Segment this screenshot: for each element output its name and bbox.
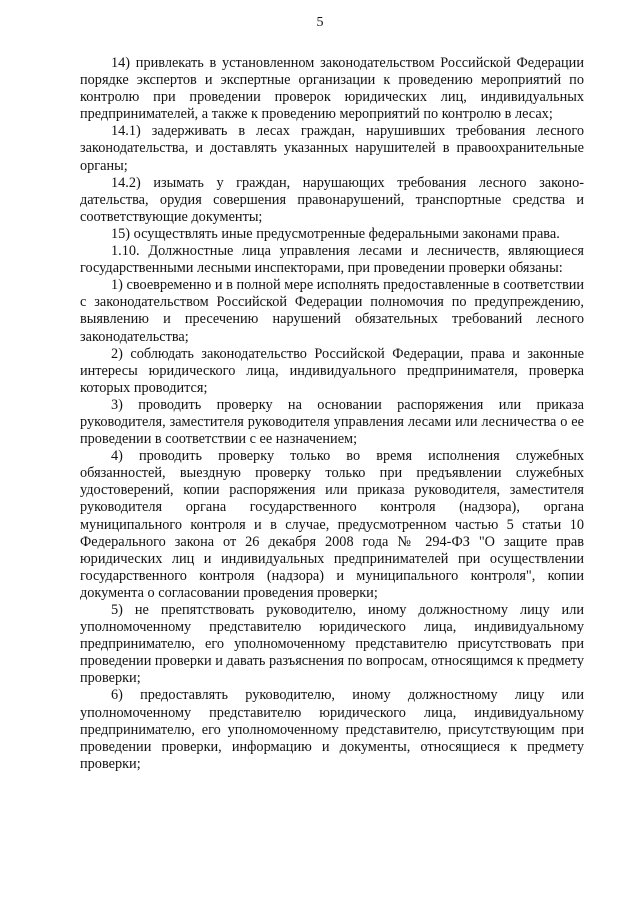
duty-6: 6) предоставлять руководителю, иному должностному лицу или уполномоченному представителю юридического лица, индивидуальному предпринимателю, его уполномоченному представителю, присутствующим при проведении проверки, информацию и документы, относящиеся к предмету проверки; <box>80 687 584 772</box>
paragraph-14-1: 14.1) задерживать в лесах граждан, нарушивших требования лесного законодательства, и доставлять указанных нарушителей в правоохранительные органы; <box>80 123 584 174</box>
paragraph-15: 15) осуществлять иные предусмотренные федеральными законами права. <box>111 225 560 242</box>
document-body <box>80 55 584 773</box>
duty-2: 2) соблюдать законодательство Российской Федерации, права и законные интересы юридического лица, индивидуального предпринимателя, проверка которых проводится; <box>80 345 584 396</box>
duty-1: 1) своевременно и в полной мере исполнять предоставленные в соответствии с законодательством Российской Федерации полномочия по предупреждению, выявлению и пресечению нарушений обязательных требований лесного законодательства; <box>80 277 584 345</box>
duty-5: 5) не препятствовать руководителю, иному должностному лицу или уполномоченному представителю юридического лица, индивидуальному предпринимателю, его уполномоченному представителю присутствовать при проведении проверки и давать разъяснения по вопросам, относящимся к предмету проверки; <box>80 602 584 687</box>
duty-3: 3) проводить проверку на основании распоряжения или приказа руководителя, заместителя руководителя управления лесами или лесничества о ее проведении в соответствии с ее назначением; <box>80 396 584 448</box>
paragraph-1-10: 1.10. Должностные лица управления лесами и лесничеств, являющиеся государственными лесными инспекторами, при проведении проверки обязаны: <box>80 243 584 277</box>
duty-4: 4) проводить проверку только во время исполнения служебных обязанностей, выездную проверку только при предъявлении служебных удостоверений, копии распоряжения или приказа руководителя, заместителя руководителя органа государственного контроля (надзора), органа муниципального контроля и в случае, предусмотренном частью 5 статьи 10 Федерального закона от 26 декабря 2008 года № 294-ФЗ "О защите прав юридических лиц и индивидуальных предпринимателей при осуществлении государственного контроля (надзора) и муниципального контроля", копии документа о согласовании проведения проверки; <box>80 448 584 601</box>
paragraph-14: 14) привлекать в установленном законодательством Российской Федерации порядке экспертов и экспертные организации к проведению мероприятий по контролю при проведении проверок юридических лиц, индивидуальных предпринимателей, а также к проведению мероприятий по контролю в лесах; <box>80 55 584 123</box>
paragraph-14-2: 14.2) изымать у граждан, нарушающих требования лесного законодательства, орудия совершения правонарушений, транспортные средства и соответствующие документы; <box>80 174 584 225</box>
page-number: 5 <box>316 15 324 30</box>
